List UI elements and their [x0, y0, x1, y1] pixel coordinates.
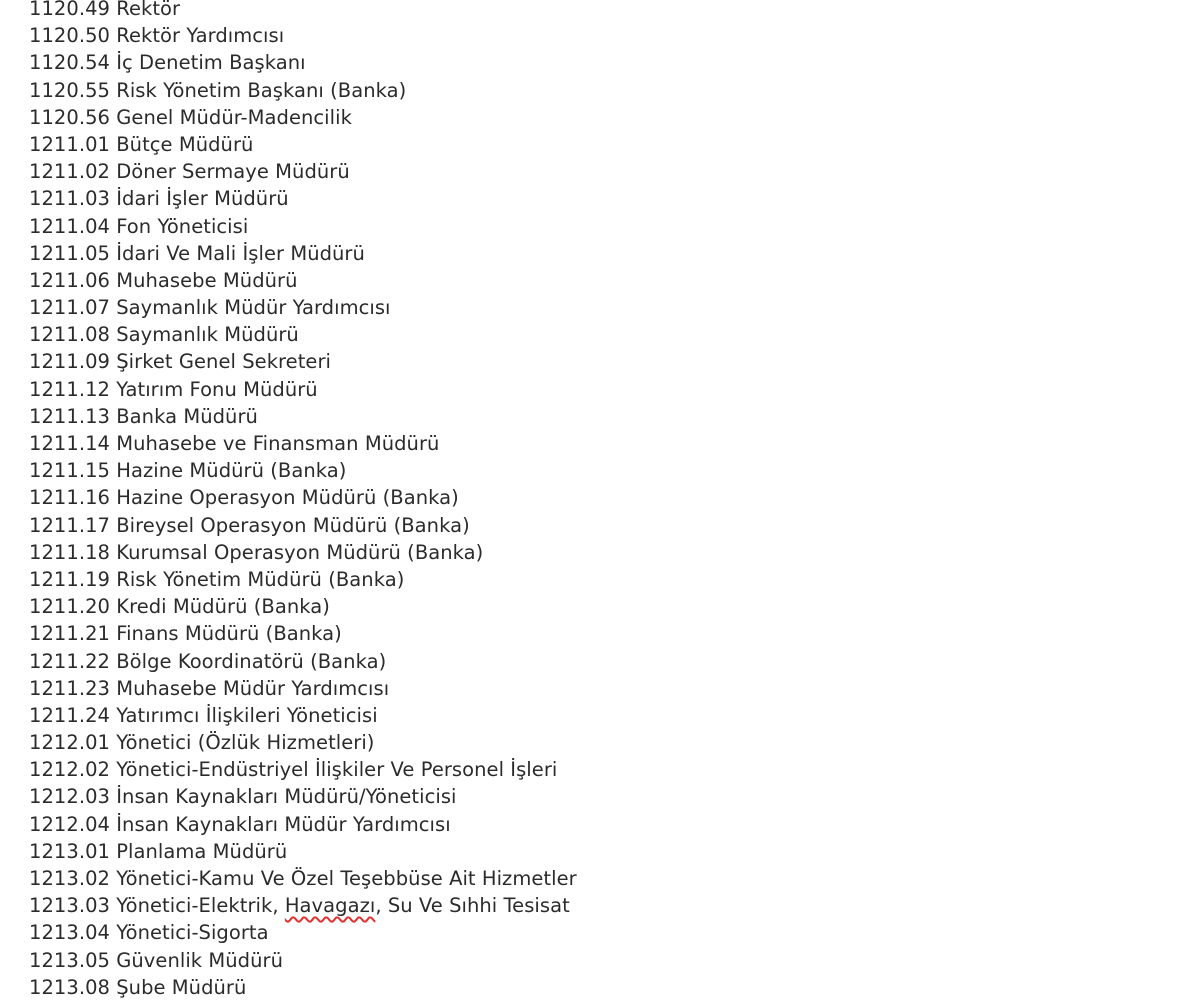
text-line[interactable]: 1212.02 Yönetici-Endüstriyel İlişkiler Ve Personel İşleri [29, 758, 558, 782]
text-segment: 1213.03 Yönetici-Elektrik, [29, 894, 285, 918]
text-line[interactable]: 1211.03 İdari İşler Müdürü [29, 187, 289, 211]
text-line[interactable]: 1211.22 Bölge Koordinatörü (Banka) [29, 649, 387, 673]
text-segment: , Su Ve Sıhhi Tesisat [375, 894, 570, 918]
text-line[interactable]: 1213.01 Planlama Müdürü [29, 839, 288, 863]
text-line[interactable]: 1213.05 Güvenlik Müdürü [29, 948, 283, 972]
text-line[interactable]: 1211.14 Muhasebe ve Finansman Müdürü [29, 432, 440, 455]
text-line[interactable]: 1211.23 Muhasebe Müdür Yardımcısı [29, 676, 390, 700]
text-line[interactable]: 1211.20 Kredi Müdürü (Banka) [29, 595, 330, 619]
text-line[interactable]: 1120.56 Genel Müdür-Madencilik [29, 105, 352, 129]
document-text-list[interactable] [29, 0, 577, 1001]
text-line[interactable]: 1211.09 Şirket Genel Sekreteri [29, 350, 331, 374]
text-line[interactable]: 1211.05 İdari Ve Mali İşler Müdürü [29, 241, 365, 265]
text-line[interactable]: 1211.13 Banka Müdürü [29, 404, 258, 428]
text-line[interactable]: 1212.01 Yönetici (Özlük Hizmetleri) [29, 731, 375, 755]
text-line[interactable]: 1211.12 Yatırım Fonu Müdürü [29, 377, 318, 401]
text-line[interactable]: 1211.18 Kurumsal Operasyon Müdürü (Banka) [29, 540, 484, 564]
text-line[interactable]: 1211.24 Yatırımcı İlişkileri Yöneticisi [29, 703, 378, 727]
text-line[interactable]: 1211.17 Bireysel Operasyon Müdürü (Banka) [29, 513, 470, 537]
text-line[interactable]: 1211.02 Döner Sermaye Müdürü [29, 160, 350, 184]
text-line[interactable]: 1211.21 Finans Müdürü (Banka) [29, 622, 342, 646]
text-line[interactable]: 1211.04 Fon Yöneticisi [29, 214, 249, 238]
text-line[interactable]: 1211.07 Saymanlık Müdür Yardımcısı [29, 296, 391, 320]
spellcheck-flagged-word[interactable]: Havagazı [284, 894, 376, 918]
text-line[interactable]: 1213.02 Yönetici-Kamu Ve Özel Teşebbüse Ait Hizmetler [29, 867, 577, 890]
text-line[interactable]: 1212.03 İnsan Kaynakları Müdürü/Yöneticisi [29, 785, 457, 809]
text-line[interactable]: 1211.01 Bütçe Müdürü [29, 132, 254, 156]
text-line[interactable]: 1211.16 Hazine Operasyon Müdürü (Banka) [29, 486, 459, 510]
text-line[interactable]: 1211.15 Hazine Müdürü (Banka) [29, 459, 347, 483]
text-line[interactable]: 1212.04 İnsan Kaynakları Müdür Yardımcısı [29, 812, 451, 836]
text-line[interactable]: 1211.19 Risk Yönetim Müdürü (Banka) [29, 567, 405, 591]
text-line[interactable]: 1211.06 Muhasebe Müdürü [29, 268, 298, 292]
text-line[interactable]: 1211.08 Saymanlık Müdürü [29, 323, 299, 347]
text-line[interactable]: 1213.04 Yönetici-Sigorta [29, 921, 269, 945]
text-line[interactable] [29, 892, 577, 919]
text-line[interactable]: 1120.55 Risk Yönetim Başkanı (Banka) [29, 78, 407, 102]
text-line[interactable]: 1120.54 İç Denetim Başkanı [29, 51, 306, 75]
text-line[interactable]: 1120.49 Rektör [29, 0, 181, 20]
text-line[interactable]: 1120.50 Rektör Yardımcısı [29, 24, 285, 48]
text-line[interactable]: 1213.08 Şube Müdürü [29, 975, 247, 999]
